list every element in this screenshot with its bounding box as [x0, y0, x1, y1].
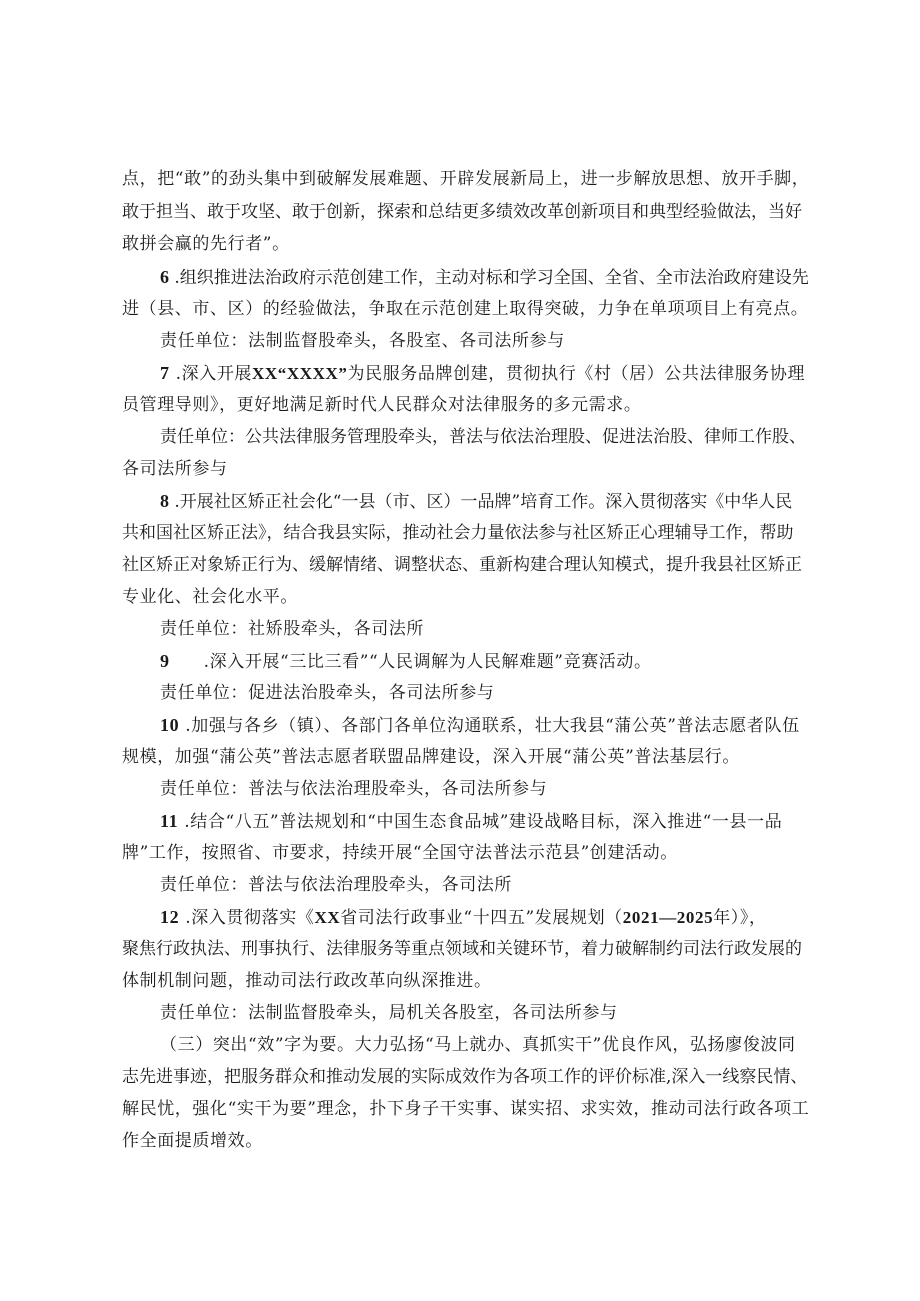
- item-12-text-1c: 省司法行政事业“十四五”发展规划（: [340, 908, 623, 928]
- item-7-brand: XX“XXXX”: [252, 364, 348, 383]
- item-7-text-1a: .深入开展: [175, 364, 253, 384]
- item-8-number: 8: [160, 491, 169, 511]
- item-8-text-1: .开展社区矫正社会化“一县（市、区）一品牌”培育工作。深入贯彻落实《中华人民: [174, 492, 793, 512]
- item-10-responsibility: 责任单位：普法与依法治理股牵头，各司法所参与: [160, 779, 548, 799]
- item-10-line-1: [160, 714, 800, 737]
- item-8-line-4: 专业化、社会化水平。: [122, 587, 298, 607]
- item-11-line-1: [160, 810, 782, 833]
- item-11-number: 11: [160, 811, 179, 831]
- item-7-responsibility-1: 责任单位：公共法律服务管理股牵头，普法与依法治理股、促进法治股、律师工作股、: [160, 427, 806, 447]
- item-7-responsibility-2: 各司法所参与: [122, 459, 228, 479]
- section-3-line-3: 解民忧，强化“实干为要”理念，扑下身子干实事、谋实招、求实效，推动司法行政各项工: [122, 1099, 810, 1119]
- intro-line-2: 敢于担当、敢于攻坚、敢于创新，探索和总结更多绩效改革创新项目和典型经验做法，当好: [122, 202, 802, 222]
- item-12-number: 12: [160, 907, 180, 927]
- item-9-text-1: .深入开展“三比三看”“人民调解为人民解难题”竞赛活动。: [203, 652, 652, 672]
- item-7-line-1: [160, 362, 805, 385]
- item-11-text-1: .结合“八五”普法规划和“中国生态食品城”建设战略目标，深入推进“一县一品: [184, 812, 783, 832]
- item-9-line-1: [160, 650, 652, 673]
- item-7-text-1c: 为民服务品牌创建，贯彻执行《村（居）公共法律服务协理: [347, 364, 806, 384]
- section-3-line-4: 作全面提质增效。: [122, 1131, 263, 1151]
- item-12-line-1: [160, 906, 767, 929]
- item-6-number: 6: [160, 267, 169, 287]
- item-11-line-2: 牌”工作，按照省、市要求，持续开展“全国守法普法示范县”创建活动。: [122, 843, 678, 863]
- item-12-line-2: 聚焦行政执法、刑事执行、法律服务等重点领域和关键环节，着力破解制约司法行政发展的: [122, 939, 802, 959]
- item-7-number: 7: [160, 363, 170, 383]
- item-6-line-1: [160, 266, 809, 289]
- item-9-responsibility: 责任单位：促进法治股牵头，各司法所参与: [160, 683, 495, 703]
- item-12-text-1e: 年）》，: [713, 908, 767, 928]
- section-3-line-1: （三）突出“效”字为要。大力弘扬“马上就办、真抓实干”优良作风，弘扬廖俊波同: [160, 1035, 796, 1055]
- section-3-line-2: 志先进事迹，把服务群众和推动发展的实际成效作为各项工作的评价标准,深入一线察民情、: [122, 1067, 808, 1087]
- item-6-text-1: .组织推进法治政府示范创建工作，主动对标和学习全国、全省、全市法治政府建设先: [174, 268, 809, 288]
- item-7-line-2: 员管理导则》，更好地满足新时代人民群众对法律服务的多元需求。: [122, 395, 642, 415]
- item-6-line-2: 进（县、市、区）的经验做法，争取在示范创建上取得突破，力争在单项项目上有亮点。: [122, 299, 809, 319]
- item-12-line-3: 体制机制问题，推动司法行政改革向纵深推进。: [122, 971, 492, 991]
- item-12-responsibility: 责任单位：法制监督股牵头，局机关各股室，各司法所参与: [160, 1003, 618, 1023]
- intro-line-3: 敢拼会赢的先行者”。: [122, 234, 290, 254]
- item-11-responsibility: 责任单位：普法与依法治理股牵头，各司法所: [160, 875, 512, 895]
- item-6-responsibility: 责任单位：法制监督股牵头，各股室、各司法所参与: [160, 331, 565, 351]
- item-8-line-3: 社区矫正对象矫正行为、缓解情绪、调整状态、重新构建合理认知模式，提升我县社区矫正: [122, 555, 802, 575]
- item-9-number: 9: [160, 651, 170, 671]
- intro-line-1: 点，把“敢”的劲头集中到破解发展难题、开辟发展新局上，进一步解放思想、放开手脚，: [122, 169, 810, 189]
- item-8-line-2: 共和国社区矫正法》，结合我县实际，推动社会力量依法参与社区矫正心理辅导工作，帮助: [122, 523, 794, 543]
- item-10-number: 10: [160, 715, 180, 735]
- item-10-text-1: .加强与各乡（镇）、各部门各单位沟通联系，壮大我县“蒲公英”普法志愿者队伍: [185, 716, 800, 736]
- item-12-province: XX: [314, 908, 341, 927]
- item-12-years: 2021—2025: [622, 908, 714, 927]
- item-8-responsibility: 责任单位：社矫股牵头，各司法所: [160, 619, 424, 639]
- item-8-line-1: [160, 490, 792, 513]
- item-12-text-1a: .深入贯彻落实《: [185, 908, 315, 928]
- item-10-line-2: 规模，加强“蒲公英”普法志愿者联盟品牌建设，深入开展“蒲公英”普法基层行。: [122, 747, 740, 767]
